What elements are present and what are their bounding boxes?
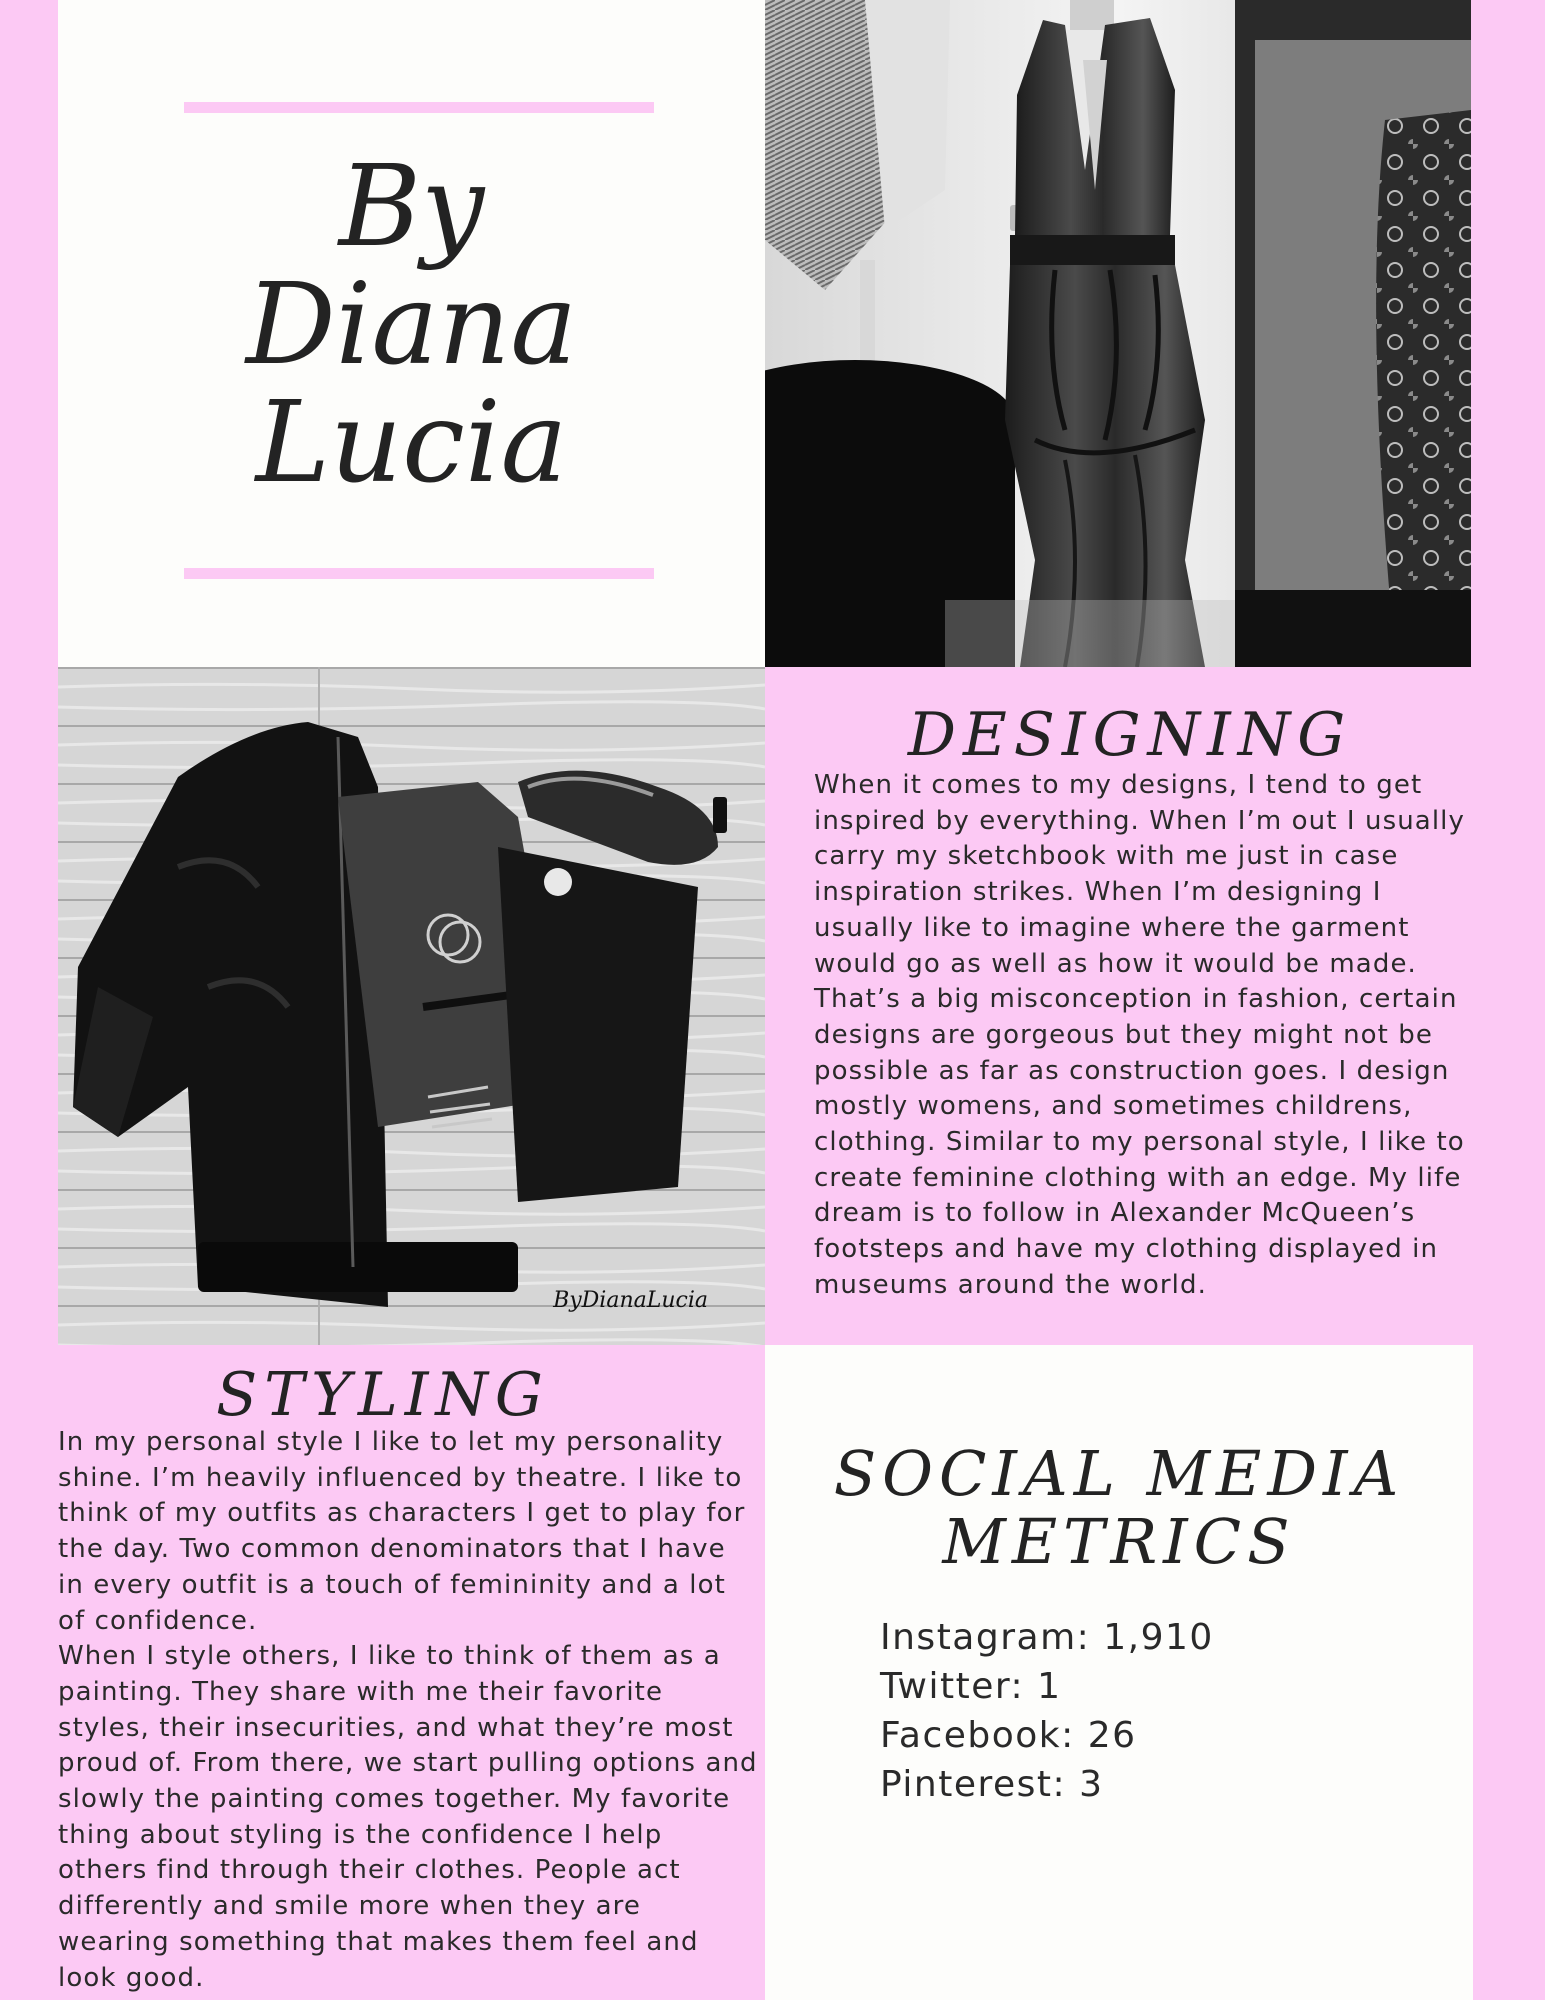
designing-body-text: When it comes to my designs, I tend to get inspired by everything. When I’m out I usually carry my sketchbook with me just in case inspiration strikes. When I’m designing I usually like to imagine where the garment would go as well as how it would be made. That’s a big misconception in fashion, certain designs are gorgeous but they might not be possible as far as construction goes. I design mostly womens, and sometimes childrens, clothing. Similar to my personal style, I like to create feminine clothing with an edge. My life dream is to follow in Alexander McQueen’s footsteps and have my clothing displayed in museums around the world.	[814, 770, 1465, 1300]
metrics-heading-line-2: METRICS	[942, 1505, 1296, 1578]
metric-instagram	[880, 1613, 1214, 1662]
styling-paragraph-2: When I style others, I like to think of them as a painting. They share with me their favorite styles, their insecurities, and what they’re most proud of. From there, we start pulling options and slowly the painting comes together. My favorite thing about styling is the confidence I help others find through their clothes. People act differently and smile more when they are wearing something that makes them feel and look good.	[58, 1641, 758, 1993]
metric-facebook	[880, 1711, 1214, 1760]
bottom-divider	[184, 568, 654, 579]
dress-photo-illustration	[765, 0, 1471, 667]
metric-value: 26	[1087, 1715, 1137, 1756]
metrics-heading	[765, 1437, 1473, 1578]
social-metrics-block	[765, 1345, 1473, 2000]
brand-title-line-2: Diana	[245, 260, 578, 390]
metric-label: Facebook:	[880, 1715, 1075, 1756]
top-divider	[184, 102, 654, 113]
flatlay-photo-illustration	[58, 667, 765, 1345]
metric-label: Twitter:	[880, 1666, 1025, 1707]
metric-label: Instagram:	[880, 1617, 1091, 1658]
metric-label: Pinterest:	[880, 1764, 1067, 1805]
metrics-heading-line-1: SOCIAL MEDIA	[833, 1437, 1405, 1510]
brand-title	[58, 142, 765, 508]
metric-twitter	[880, 1662, 1214, 1711]
metric-value: 1	[1037, 1666, 1062, 1707]
styling-paragraph-1: In my personal style I like to let my personality shine. I’m heavily influenced by theatre. I like to think of my outfits as characters I get to play for the day. Two common denominators that I have in every outfit is a touch of femininity and a lot of confidence.	[58, 1427, 746, 1636]
photo-watermark: ByDianaLucia	[553, 1288, 708, 1313]
styling-body-text	[58, 1425, 758, 1996]
brand-title-line-1: By	[338, 142, 485, 272]
flatlay-outfit-photo	[58, 667, 765, 1345]
designing-heading: DESIGNING	[907, 700, 1353, 770]
metrics-list	[880, 1613, 1214, 1809]
title-block	[58, 0, 765, 667]
metric-pinterest	[880, 1760, 1214, 1809]
dress-mannequin-photo	[765, 0, 1471, 667]
metric-value: 3	[1079, 1764, 1104, 1805]
brand-title-line-3: Lucia	[255, 378, 568, 508]
metric-value: 1,910	[1103, 1617, 1214, 1658]
styling-heading: STYLING	[216, 1360, 550, 1430]
